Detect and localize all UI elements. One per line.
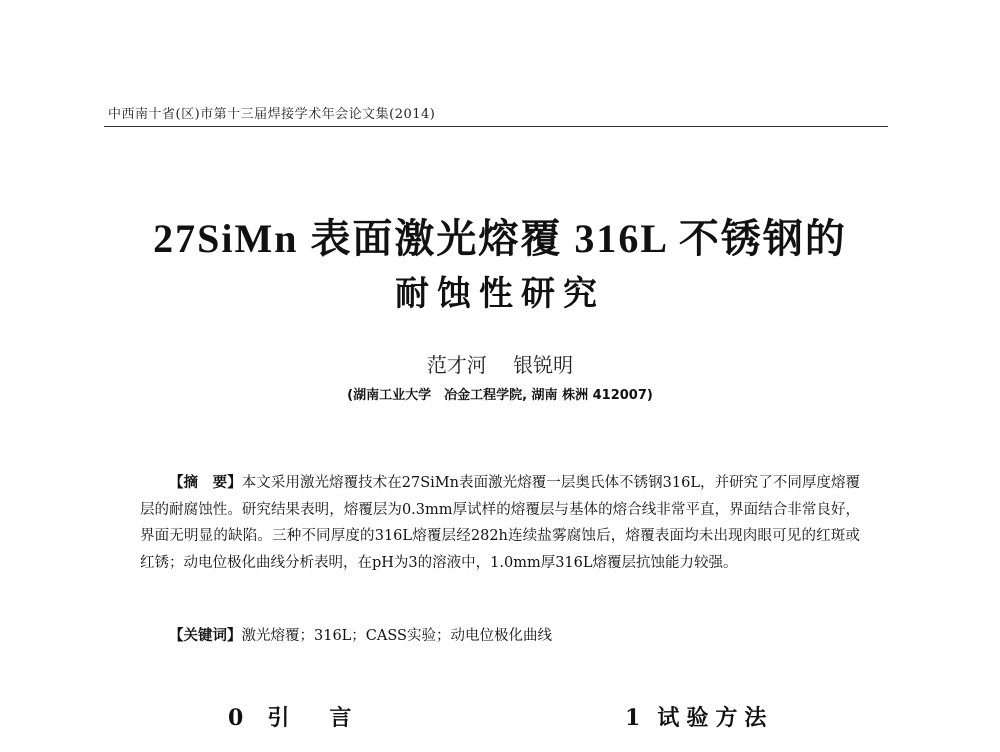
- keywords-label: 【关键词】: [169, 628, 242, 644]
- section-number: 1: [625, 705, 648, 731]
- section-number: 0: [228, 705, 246, 731]
- keywords-text: 激光熔覆；316L；CASS实验；动电位极化曲线: [241, 628, 552, 644]
- abstract-label: 【摘 要】: [169, 475, 242, 491]
- affiliation: (湖南工业大学 冶金工程学院, 湖南 株洲 412007): [347, 388, 653, 403]
- section-title-char: 言: [329, 705, 354, 731]
- header-rule: [104, 126, 888, 127]
- keywords: [140, 623, 860, 649]
- author-name: 银锐明: [513, 353, 574, 377]
- section-title-char: 引: [267, 705, 292, 731]
- paper-title-line-1: 27SiMn 表面激光熔覆 316L 不锈钢的: [153, 216, 847, 261]
- section-title: 试验方法: [657, 705, 774, 731]
- author-list: [0, 349, 1000, 378]
- running-header: 中西南十省(区)市第十三届焊接学术年会论文集(2014): [108, 107, 436, 122]
- author-name: 范才河: [426, 353, 487, 377]
- paper-title-line-2: 耐蚀性研究: [395, 276, 605, 313]
- section-heading-introduction: [228, 701, 353, 732]
- abstract: [140, 470, 860, 576]
- section-heading-methods: [625, 701, 773, 732]
- abstract-text: 本文采用激光熔覆技术在27SiMn表面激光熔覆一层奥氏体不锈钢316L，并研究了不同厚度熔覆层的耐腐蚀性。研究结果表明，熔覆层为0.3mm厚试样的熔覆层与基体的熔合线非常平直，界面结合非常良好，界面无明显的缺陷。三种不同厚度的316L熔覆层经282h连续盐雾腐蚀后，熔覆表面均未出现肉眼可见的红斑或红锈；动电位极化曲线分析表明，在pH为3的溶液中，1.0mm厚316L熔覆层抗蚀能力较强。: [140, 475, 861, 571]
